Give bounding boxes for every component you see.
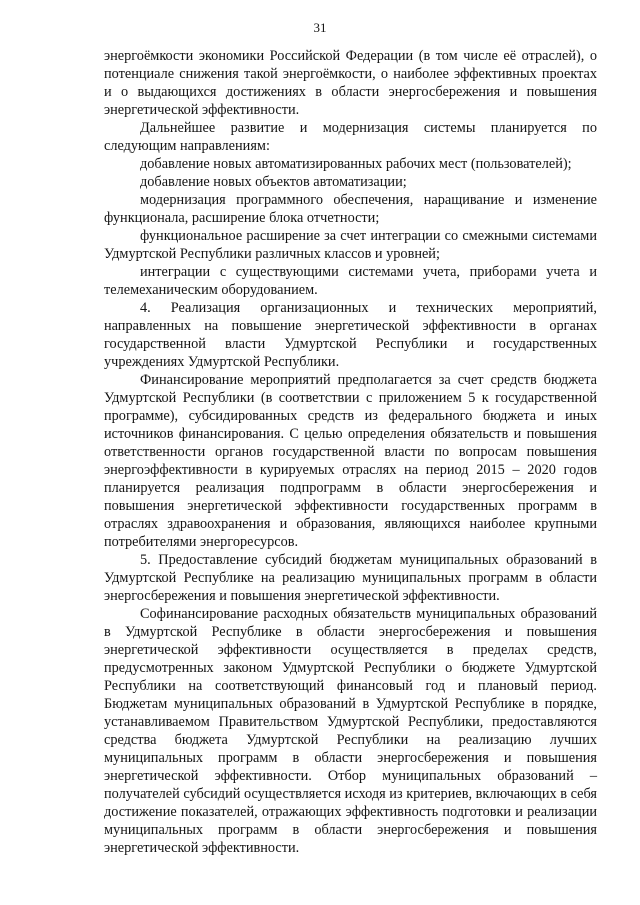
paragraph: Софинансирование расходных обязательств муниципальных образований в Удмуртской Республике в области энергосбережения и повышения энергетической эффективности осуществляется в пределах средств, предусмотренных законом Удмуртской Республики о бюджете Удмуртской Республики на соответствующий финансовый год и плановый период. Бюджетам муниципальных образований в Удмуртской Республике в порядке, устанавливаемом Правительством Удмуртской Республики, предоставляются средства бюджета Удмуртской Республики на реализацию лучших муниципальных программ в области энергосбережения и повышения энергетической эффективности. Отбор муниципальных образований – получателей субсидий осуществляется исходя из критериев, включающих в себя достижение показателей, отражающих эффективность подготовки и реализации муниципальных программ в области энергосбережения и повышения энергетической эффективности. bbox=[104, 606, 597, 856]
paragraph: энергоёмкости экономики Российской Федерации (в том числе её отраслей), о потенциале снижения такой энергоёмкости, о наиболее эффективных проектах и о выдающихся достижениях в области энергосбережения и повышения энергетической эффективности. bbox=[104, 48, 597, 118]
paragraph: Дальнейшее развитие и модернизация системы планируется по следующим направлениям: bbox=[104, 120, 597, 154]
paragraph: интеграции с существующими системами учета, приборами учета и телемеханическим оборудованием. bbox=[104, 264, 597, 298]
paragraph: добавление новых объектов автоматизации; bbox=[140, 174, 407, 190]
paragraph: 5. Предоставление субсидий бюджетам муниципальных образований в Удмуртской Республике на реализацию муниципальных программ в области энергосбережения и повышения энергетической эффективности. bbox=[104, 552, 597, 604]
paragraph: добавление новых автоматизированных рабочих мест (пользователей); bbox=[140, 156, 572, 172]
page-number: 31 bbox=[313, 20, 327, 35]
paragraph: 4. Реализация организационных и технических мероприятий, направленных на повышение энергетической эффективности в органах государственной власти Удмуртской Республики и государственных учреждениях Удмуртской Республики. bbox=[104, 300, 597, 370]
paragraph: Финансирование мероприятий предполагается за счет средств бюджета Удмуртской Республики (в соответствии с приложением 5 к государственной программе), субсидированных средств из федерального бюджета и иных источников финансирования. С целью определения обязательств и повышения ответственности органов государственной власти по вопросам повышения энергоэффективности в курируемых отраслях на период 2015 – 2020 годов планируется реализация подпрограмм в области энергосбережения и повышения энергетической эффективности государственных программ в отраслях здравоохранения и образования, являющихся наиболее крупными потребителями энергоресурсов. bbox=[104, 372, 597, 550]
paragraph: модернизация программного обеспечения, наращивание и изменение функционала, расширение блока отчетности; bbox=[104, 192, 597, 226]
paragraph: функциональное расширение за счет интеграции со смежными системами Удмуртской Республики различных классов и уровней; bbox=[104, 228, 597, 262]
document-body bbox=[104, 47, 597, 857]
